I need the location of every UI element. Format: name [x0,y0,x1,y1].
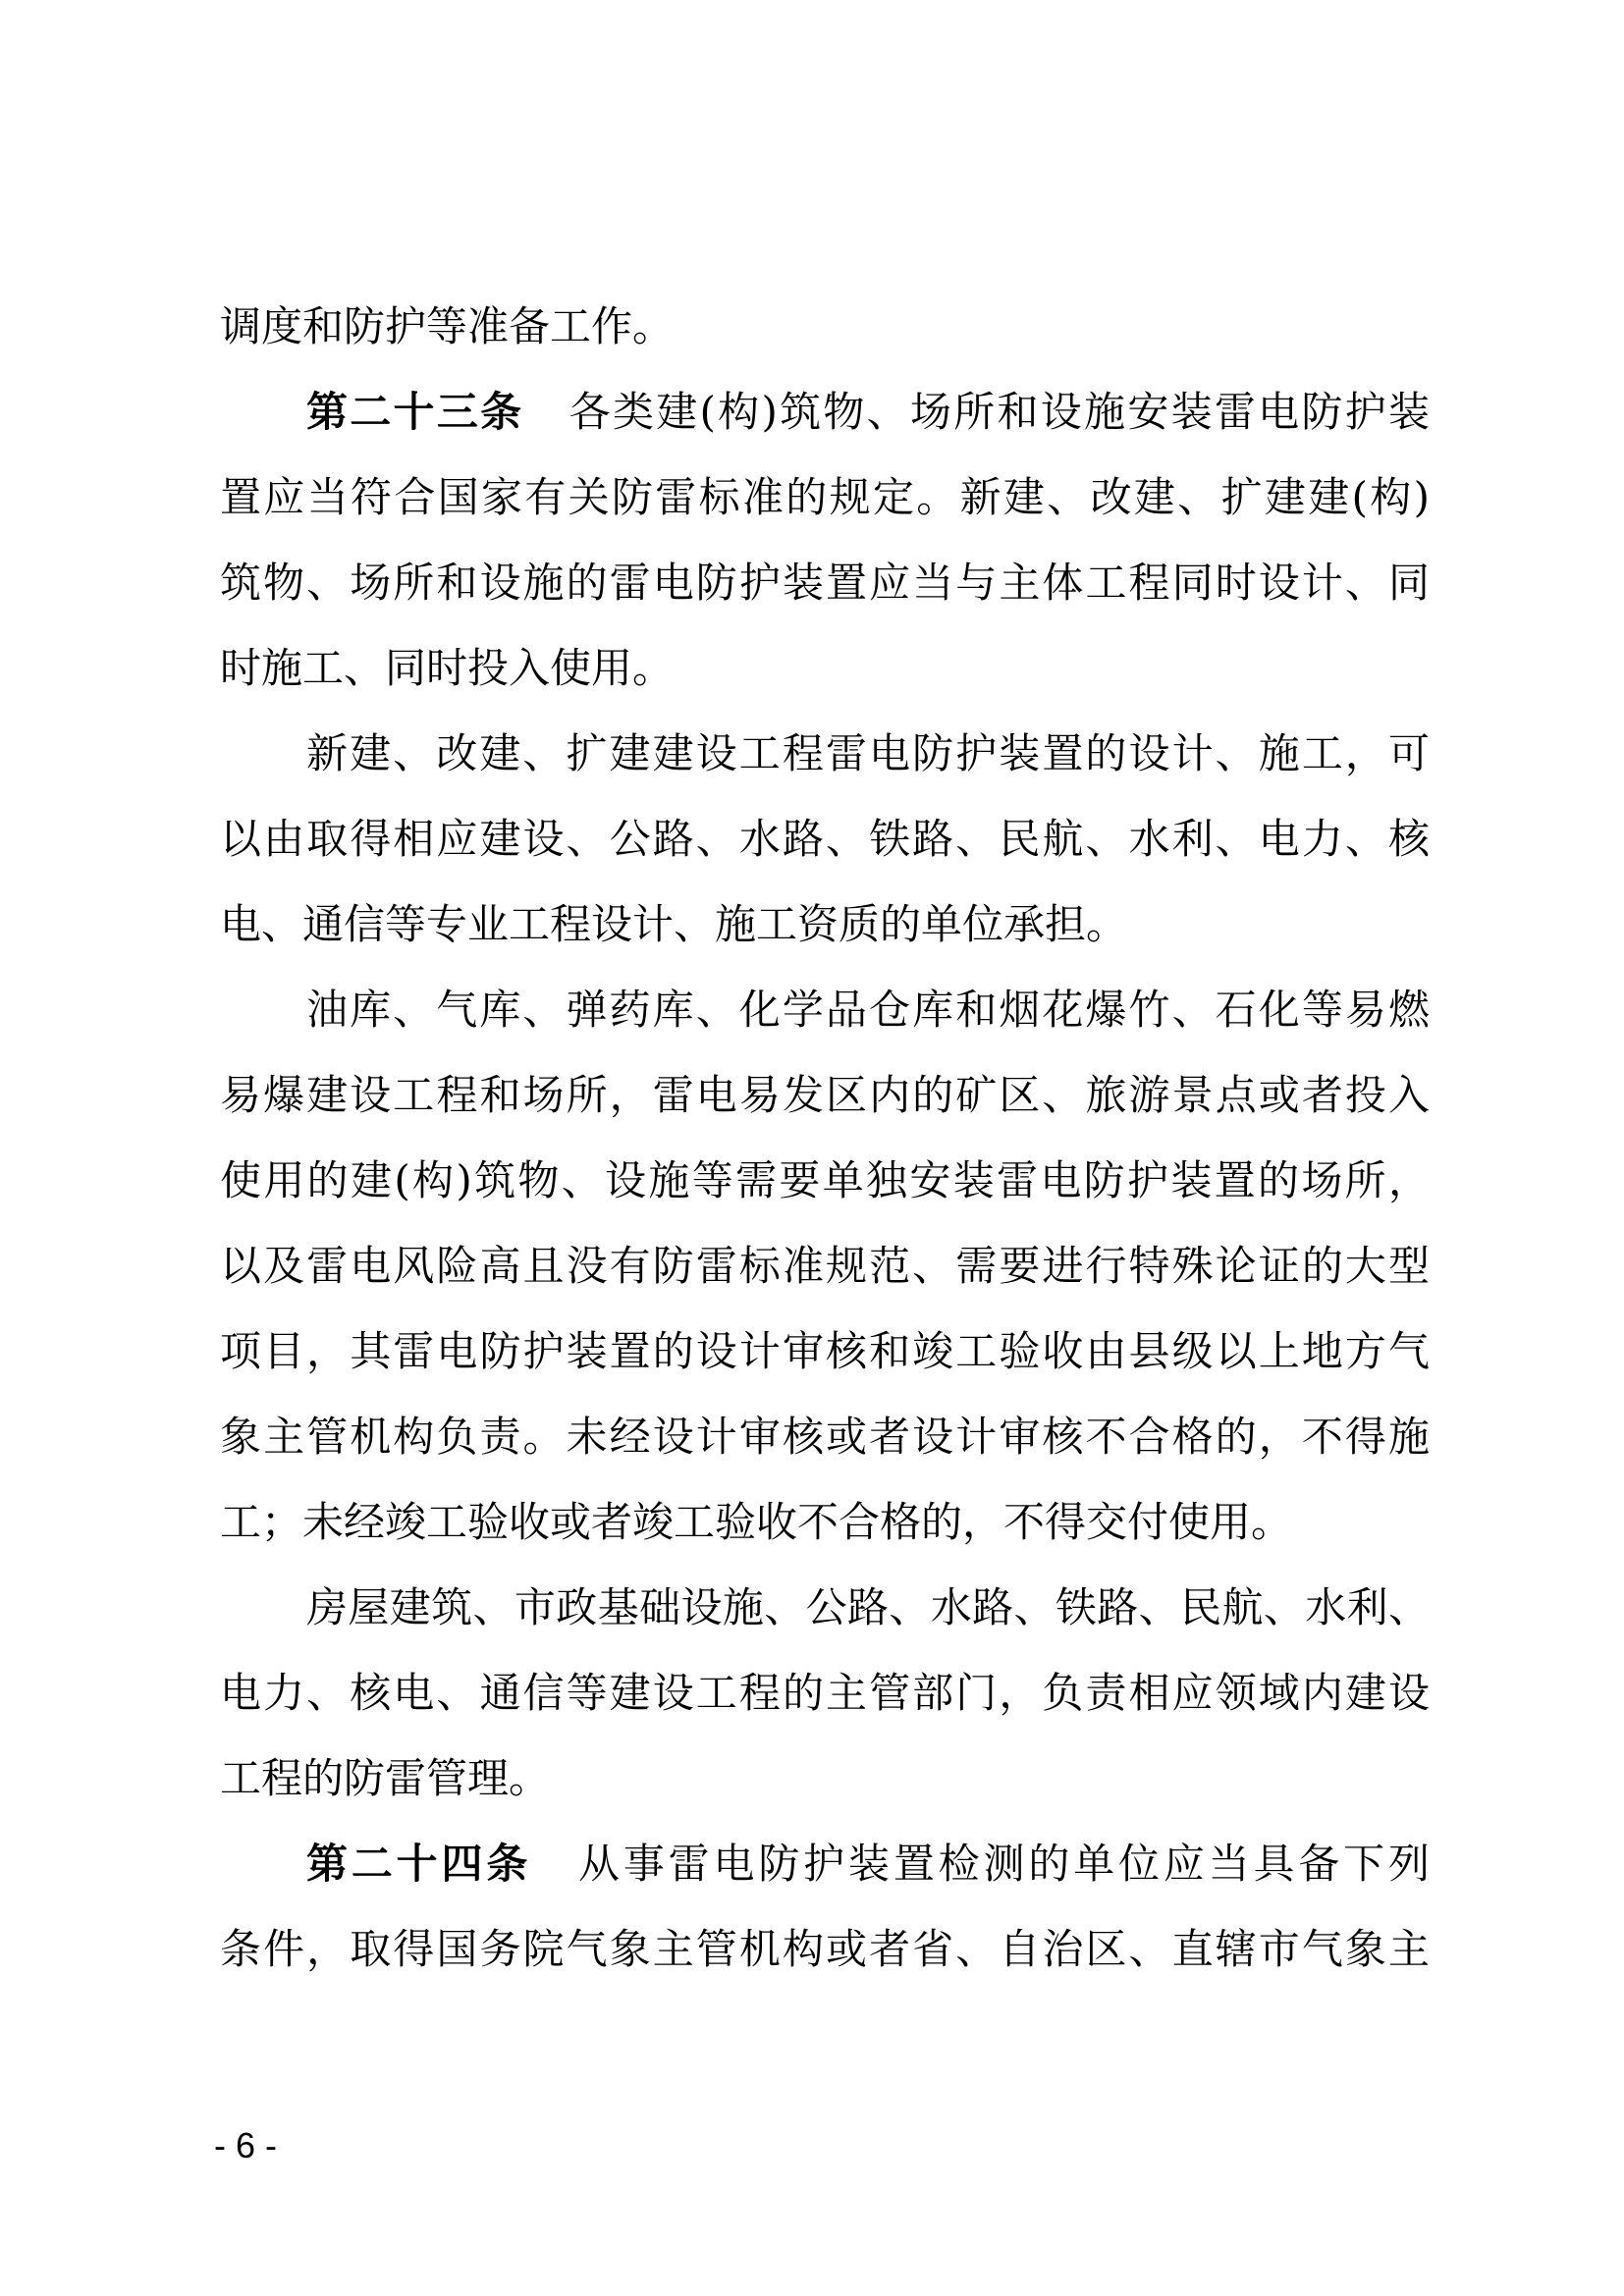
text-line: 条件，取得国务院气象主管机构或者省、自治区、直辖市气象主 [220,1925,1430,1973]
text-line: 工程的防雷管理。 [220,1754,551,1802]
text-line: 易爆建设工程和场所，雷电易发区内的矿区、旅游景点或者投入 [220,1071,1430,1119]
text-line: 置应当符合国家有关防雷标准的规定。新建、改建、扩建建(构) [220,473,1430,521]
text-line: 使用的建(构)筑物、设施等需要单独安装雷电防护装置的场所， [220,1156,1430,1204]
article-23-title: 第二十三条 [306,388,524,436]
text-line: 时施工、同时投入使用。 [220,644,675,692]
paragraph-first-line: 新建、改建、扩建建设工程雷电防护装置的设计、施工，可 [306,729,1430,777]
line-text: 调度和防护等准备工作。 [220,302,675,350]
text-line: 以及雷电风险高且没有防雷标准规范、需要进行特殊论证的大型 [220,1242,1430,1290]
paragraph-first-line: 房屋建筑、市政基础设施、公路、水路、铁路、民航、水利、 [306,1583,1430,1631]
article-24-first-line [306,1832,1430,1896]
text-line: 筑物、场所和设施的雷电防护装置应当与主体工程同时设计、同 [220,559,1430,607]
text-line: 项目，其雷电防护装置的设计审核和竣工验收由县级以上地方气 [220,1327,1430,1375]
text-line [220,294,1430,359]
text-line: 工；未经竣工验收或者竣工验收不合格的，不得交付使用。 [220,1498,1293,1546]
text-line: 象主管机构负责。未经设计审核或者设计审核不合格的，不得施 [220,1413,1430,1461]
article-23-first-line [306,380,1430,445]
text-line: 电力、核电、通信等建设工程的主管部门，负责相应领域内建设 [220,1669,1430,1717]
paragraph-first-line: 油库、气库、弹药库、化学品仓库和烟花爆竹、石化等易燃 [306,986,1430,1034]
page-number: - 6 - [214,2125,278,2165]
line-text: 各类建(构)筑物、场所和设施安装雷电防护装 [567,388,1430,436]
article-24-title: 第二十四条 [306,1840,532,1888]
text-line: 电、通信等专业工程设计、施工资质的单位承担。 [220,900,1128,948]
line-text: 从事雷电防护装置检测的单位应当具备下列 [574,1840,1430,1888]
text-line: 以由取得相应建设、公路、水路、铁路、民航、水利、电力、核 [220,815,1430,863]
